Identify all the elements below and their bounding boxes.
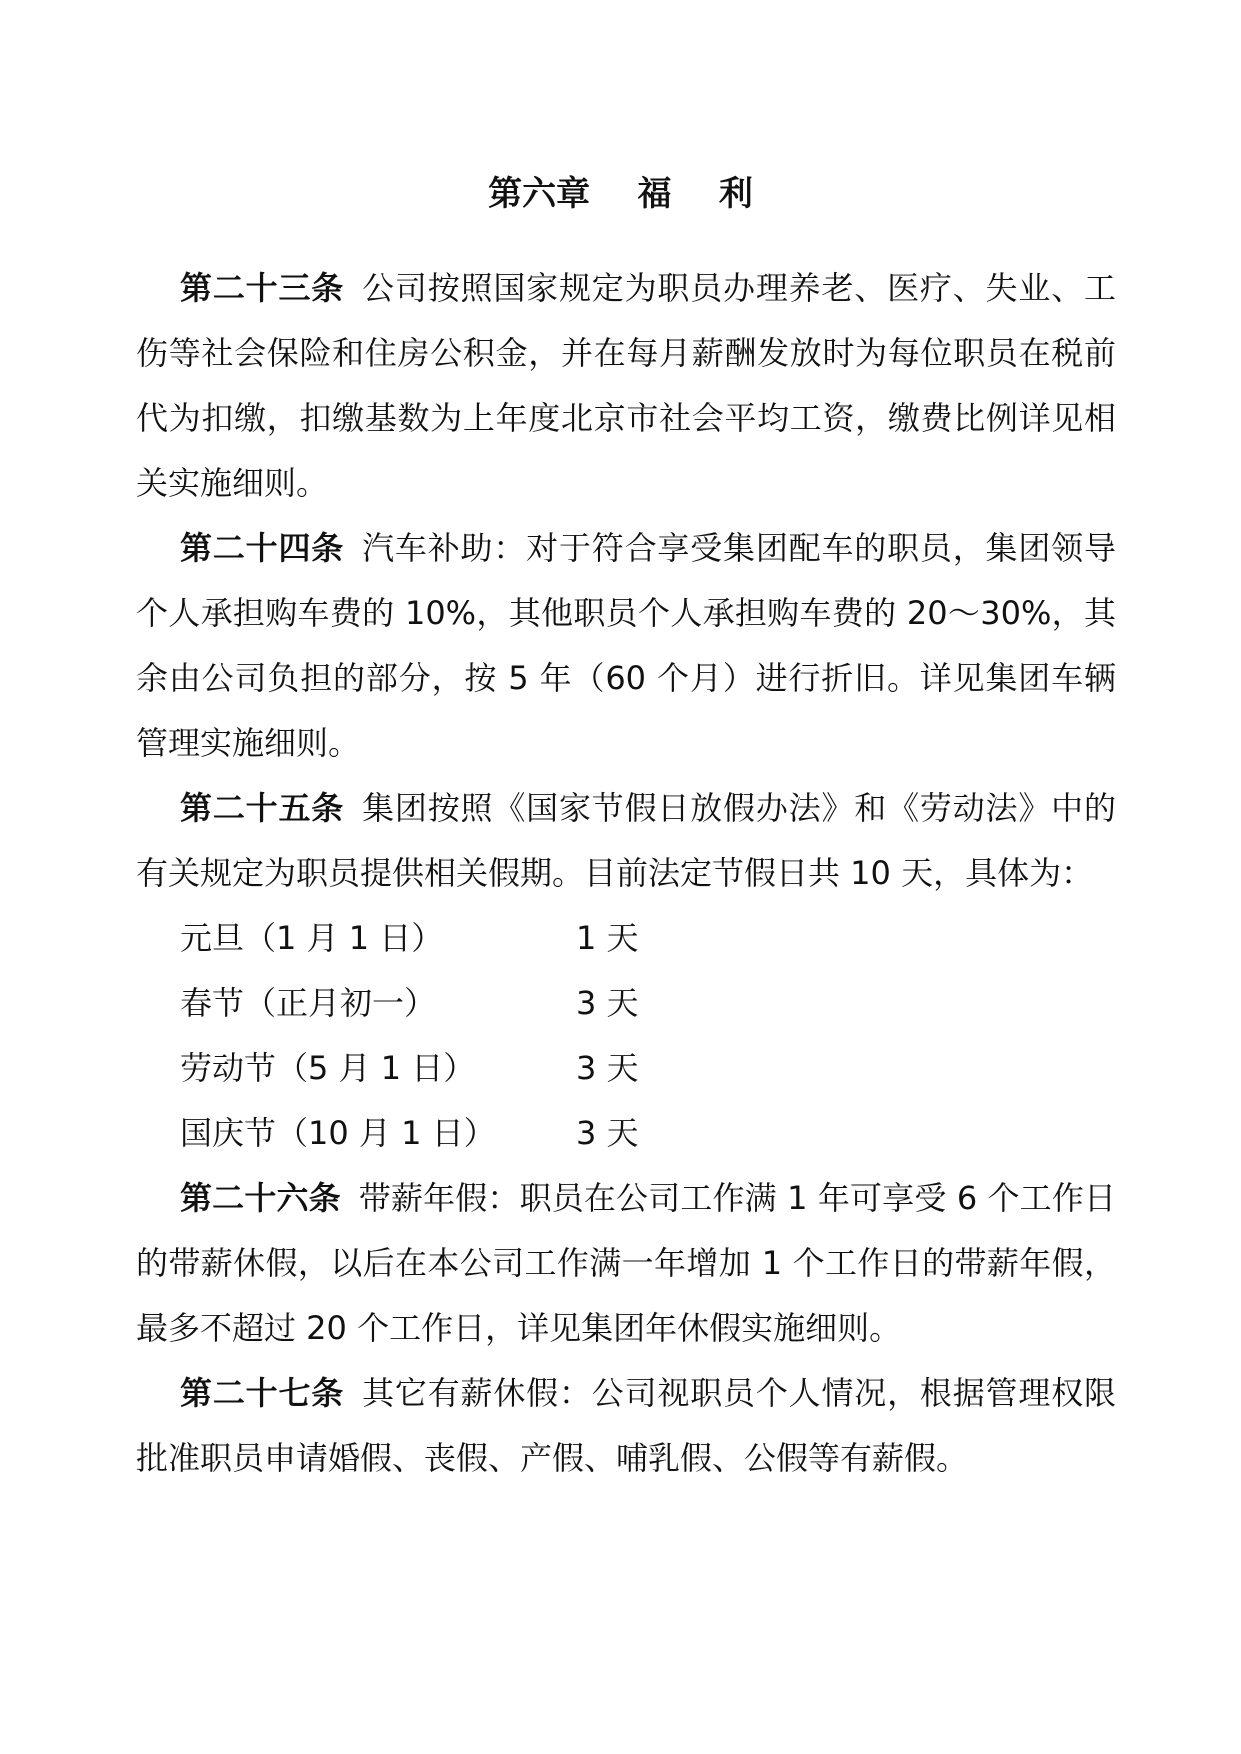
article-text: 带薪年假：职员在公司工作满 1 年可享受 6 个工作日的带薪休假，以后在本公司工作满一年增加 1 个工作日的带薪年假，最多不超过 20 个工作日，详见集团年休假实施细则。 [136, 1179, 1116, 1347]
article-number: 第二十五条 [180, 789, 345, 827]
article-number: 第二十七条 [180, 1374, 345, 1412]
holiday-days: 3 天 [576, 1114, 639, 1152]
holiday-days: 3 天 [576, 984, 639, 1022]
article-text: 汽车补助：对于符合享受集团配车的职员，集团领导个人承担购车费的 10%，其他职员个人承担购车费的 20～30%，其余由公司负担的部分，按 5 年（60 个月）进行折旧。详见集团车辆管理实施细则。 [136, 529, 1116, 762]
article-number: 第二十四条 [180, 529, 345, 567]
holiday-row [136, 1101, 1116, 1166]
article-26 [136, 1166, 1116, 1361]
holiday-name: 劳动节（5 月 1 日） [180, 1049, 476, 1087]
article-23 [136, 256, 1116, 516]
holiday-days: 3 天 [576, 1049, 639, 1087]
chapter-title: 第六章 福 利 [488, 174, 753, 214]
article-text: 其它有薪休假：公司视职员个人情况，根据管理权限批准职员申请婚假、丧假、产假、哺乳假、公假等有薪假。 [136, 1374, 1116, 1477]
article-25 [136, 776, 1116, 906]
article-number: 第二十六条 [180, 1179, 341, 1217]
holiday-row [136, 971, 1116, 1036]
holiday-row [136, 906, 1116, 971]
article-27 [136, 1361, 1116, 1491]
holiday-name: 春节（正月初一） [180, 984, 437, 1022]
holiday-name: 元旦（1 月 1 日） [180, 919, 444, 957]
holiday-row [136, 1036, 1116, 1101]
holiday-list [136, 906, 1116, 1166]
article-24 [136, 516, 1116, 776]
holiday-name: 国庆节（10 月 1 日） [180, 1114, 496, 1152]
article-text: 公司按照国家规定为职员办理养老、医疗、失业、工伤等社会保险和住房公积金，并在每月薪酬发放时为每位职员在税前代为扣缴，扣缴基数为上年度北京市社会平均工资，缴费比例详见相关实施细则。 [136, 269, 1116, 502]
article-text: 集团按照《国家节假日放假办法》和《劳动法》中的有关规定为职员提供相关假期。目前法定节假日共 10 天，具体为： [136, 789, 1116, 892]
document-body [136, 256, 1116, 1491]
article-number: 第二十三条 [180, 269, 345, 307]
holiday-days: 1 天 [576, 919, 639, 957]
